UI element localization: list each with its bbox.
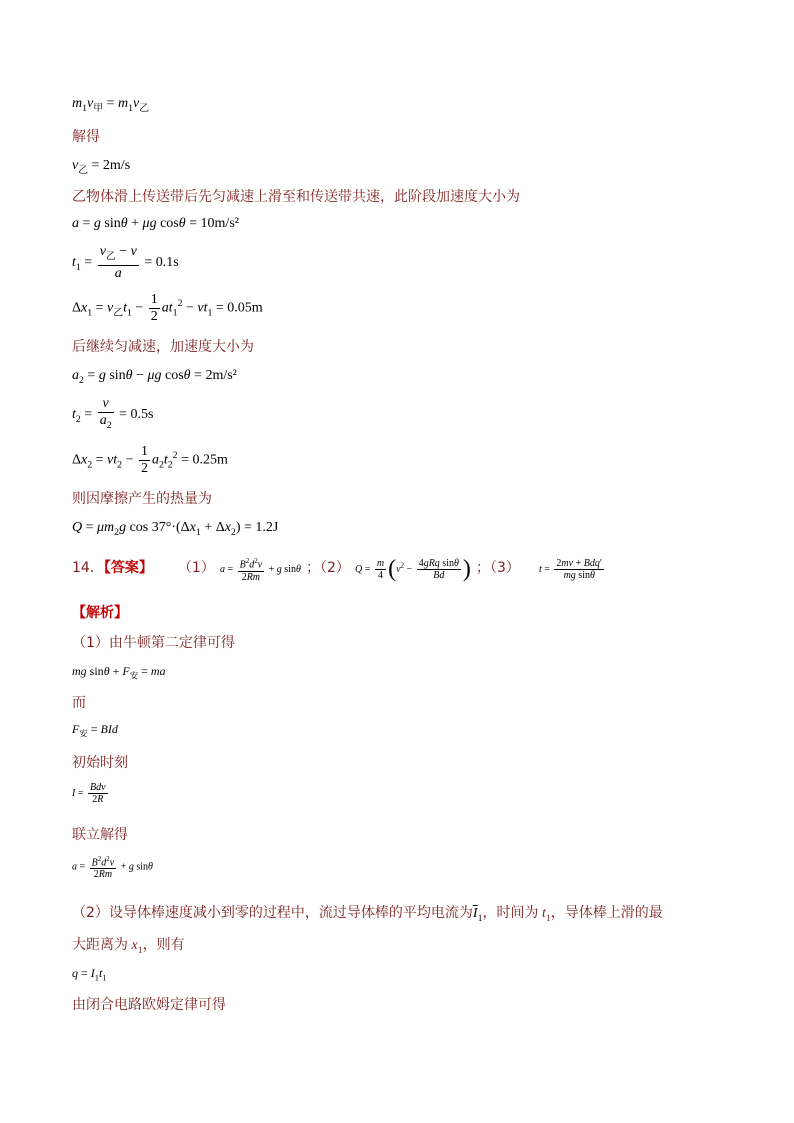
er-label: 而 bbox=[72, 695, 86, 711]
answer2-formula: Q = $\frac{m}{4}$ ($v^2$ − $\frac{\text{4gRq sinθ}}{Bd}$ ) bbox=[354, 556, 471, 582]
part2-text-line2 bbox=[72, 934, 185, 956]
t2-value: 0.5s bbox=[130, 407, 154, 423]
continue-decel-sentence: 后继续匀减速，加速度大小为 bbox=[72, 339, 254, 355]
t2-equation: $t_2$ = $\frac{v}{a_2}$ = 0.5s bbox=[72, 396, 153, 434]
question-number: 14． bbox=[72, 559, 104, 576]
heat-sentence: 则因摩擦产生的热量为 bbox=[72, 491, 212, 507]
t1-symbol: $t_1$ bbox=[541, 906, 551, 924]
x1-symbol: $x_1$ bbox=[131, 938, 143, 956]
t2-fraction: $\frac{v}{a_2}$ bbox=[99, 396, 112, 431]
t1-value: 0.1s bbox=[155, 255, 179, 271]
ohm-sentence: 由闭合电路欧姆定律可得 bbox=[72, 997, 226, 1013]
answer1-formula: a = $\frac{B^2d^2v}{2Rm}$ + g sinθ bbox=[219, 557, 301, 583]
newton-equation: mg $\sin\theta + F_安$ = ma bbox=[72, 664, 166, 681]
current-equation: I = $\frac{\text{Bdv}}{2R}$ bbox=[72, 782, 106, 805]
q14-answer-line bbox=[72, 556, 606, 583]
charge-equation: $q = I_1t_1$ bbox=[72, 966, 107, 983]
answer-label: 【答案】 bbox=[103, 559, 153, 576]
analysis-label: 【解析】 bbox=[72, 605, 128, 621]
answer3-formula: t = $\frac{\text{2mv + Bdq′}}{\text{mg sinθ}}$ bbox=[539, 558, 603, 581]
part2-text-d: 大距离为 bbox=[72, 937, 128, 953]
heat-value: 1.2J bbox=[255, 520, 279, 535]
t1-fraction: $\frac{v_乙 - v}{a}$ bbox=[99, 244, 137, 281]
lianli-label: 联立解得 bbox=[72, 827, 128, 843]
part2-text-line1 bbox=[72, 902, 663, 924]
heat-equation: $Q = \mu m_2g$ $\cos 37^\circ\cdot(\Delta x_1 + \Delta x_2) = 1.2J$ bbox=[72, 520, 279, 538]
dx1-value: 0.05m bbox=[227, 300, 263, 316]
part1-label: （1） bbox=[177, 559, 215, 576]
yi-sentence: 乙物体滑上传送带后先匀减速上滑至和传送带共速，此阶段加速度大小为 bbox=[72, 189, 520, 205]
dx1-equation: $\Delta x_1 = v_乙t_1$ − $\frac{1}{2}$ $at_1^2 - vt_1 = 0.05m$ bbox=[72, 292, 263, 324]
part2-text-e: ，则有 bbox=[142, 937, 185, 953]
ampere-force-equation: $F_安$ = BId bbox=[72, 722, 118, 739]
accel-value: 10m/s² bbox=[200, 216, 239, 231]
solve-label-1: 解得 bbox=[72, 129, 100, 145]
half-fraction-2: $\frac{1}{2}$ bbox=[140, 444, 148, 476]
v-yi-value: 2m/s bbox=[102, 158, 131, 173]
dx2-value: 0.25m bbox=[192, 452, 228, 468]
half-fraction-1: $\frac{1}{2}$ bbox=[150, 292, 158, 324]
avg-current-symbol: $\overline{I}_1$ bbox=[472, 906, 483, 924]
momentum-equation: $m_1v_甲 = m_1v_乙$ bbox=[72, 96, 149, 114]
part2-text-a: （2）设导体棒速度减小到零的过程中，流过导体棒的平均电流为 bbox=[72, 905, 473, 921]
part2-label: ；（2） bbox=[305, 559, 350, 576]
a2-equation: $a_2 = g$ sinθ − μg cosθ = 2m/s² bbox=[72, 368, 237, 386]
part3-label: ；（3） bbox=[475, 559, 520, 576]
part2-text-c: ，导体棒上滑的最 bbox=[550, 905, 663, 921]
dx2-equation: $\Delta x_2 = vt_2$ − $\frac{1}{2}$ $a_2t_2^2 = 0.25m$ bbox=[72, 444, 228, 476]
part1-intro: （1）由牛顿第二定律可得 bbox=[72, 635, 235, 651]
a2-value: 2m/s² bbox=[205, 368, 237, 383]
accel-equation: a = g sinθ + μg cosθ = 10m/s² bbox=[72, 216, 239, 231]
part2-text-b: ，时间为 bbox=[482, 905, 539, 921]
accel-result-equation: a = $\frac{B^2d^2v}{2Rm}$ + g sinθ bbox=[72, 855, 153, 881]
t1-equation: $t_1$ = $\frac{v_乙 - v}{a}$ = 0.1s bbox=[72, 244, 179, 281]
initial-label: 初始时刻 bbox=[72, 755, 128, 771]
v-yi-equation: $v_乙 = 2m/s$ bbox=[72, 158, 131, 176]
